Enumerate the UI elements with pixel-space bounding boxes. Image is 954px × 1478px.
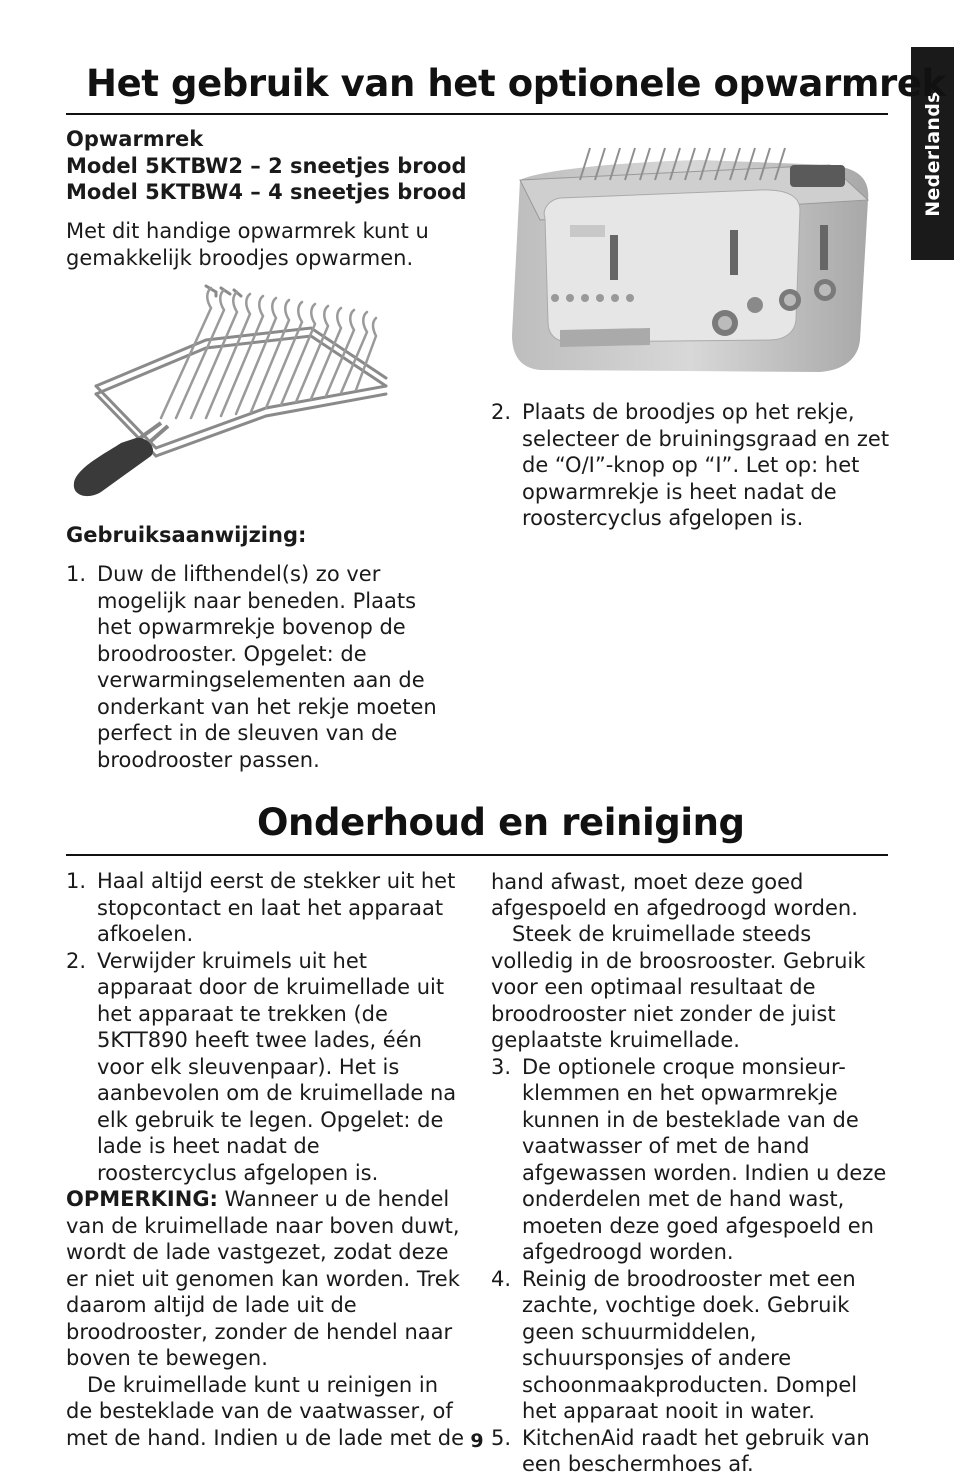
- toaster-illustration: [500, 140, 880, 385]
- instructions-heading: Gebruiksaanwijzing:: [66, 523, 307, 547]
- note-label: OPMERKING:: [66, 1187, 218, 1211]
- list-item-text: Reinig de broodrooster met een zachte, vochtige doek. Gebruik geen schuurmiddelen, schuursponsjes of andere schoonmaakproducten. Dompel het apparaat nooit in water.: [522, 1266, 858, 1423]
- dishwasher-paragraph-continued: [491, 868, 891, 921]
- dishwasher-text: De kruimellade kunt u reinigen in de besteklade van de vaatwasser, of met de hand. Indien u de lade met de: [66, 1372, 465, 1450]
- maintenance-right-column: [491, 868, 891, 1478]
- list-item: [491, 1266, 891, 1425]
- list-item-number: 5.: [491, 1425, 512, 1450]
- warming-steps-list-2: [491, 399, 891, 532]
- title-rule: [66, 854, 888, 856]
- list-item-text: KitchenAid raadt het gebruik van een beschermhoes af.: [522, 1425, 870, 1476]
- note-paragraph: [66, 1186, 466, 1372]
- list-item: [491, 399, 891, 532]
- note-text: Wanneer u de hendel van de kruimellade naar boven duwt, wordt de lade vastgezet, zodat deze er niet uit genomen kan worden. Trek daarom altijd de lade uit de broodrooster, zonder de hendel naar boven te bewegen.: [66, 1187, 460, 1370]
- list-item-number: 4.: [491, 1266, 512, 1291]
- dishwasher-text: hand afwast, moet deze goed afgespoeld en afgedroogd worden.: [491, 869, 858, 920]
- list-item-number: 2.: [491, 400, 512, 424]
- page-number: 9: [470, 1430, 484, 1452]
- title-rule: [66, 113, 888, 115]
- product-heading-line: Opwarmrek: [66, 127, 204, 151]
- product-heading: [66, 126, 486, 206]
- list-item-text: Plaats de broodjes op het rekje, selecteer de bruiningsgraad en zet de “O/I”-knop op “I”. Let op: het opwarmrekje is heet nadat de roostercyclus afgelopen is.: [522, 400, 890, 530]
- warming-steps-list-1: [66, 561, 451, 773]
- list-item-number: 3.: [491, 1054, 512, 1079]
- maintenance-steps-list-1: [66, 868, 466, 1186]
- list-item-number: 1.: [66, 562, 87, 586]
- list-item-text: Verwijder kruimels uit het apparaat door de kruimellade uit het apparaat te trekken (de 5KTT890 heeft twee lades, één voor elk sleuvenpaar). Het is aanbevolen om de kruimellade na elk gebruik te legen. Opgelet: de lade is heet nadat de roostercyclus afgelopen is.: [97, 948, 457, 1185]
- list-item: [66, 561, 451, 773]
- language-tab-label: Nederlands: [921, 90, 944, 217]
- maintenance-left-column: [66, 868, 466, 1451]
- warming-rack-illustration: [66, 278, 396, 503]
- crumb-tray-paragraph: Steek de kruimellade steeds volledig in de broosrooster. Gebruik voor een optimaal resultaat de broodrooster niet zonder de juist geplaatste kruimellade.: [491, 922, 866, 1052]
- list-item-number: 1.: [66, 869, 87, 893]
- list-item-number: 2.: [66, 948, 87, 973]
- maintenance-steps-list-2: [491, 1054, 891, 1478]
- list-item: [66, 948, 466, 1187]
- dishwasher-continuation: [491, 868, 891, 921]
- list-item: [66, 868, 466, 948]
- list-item-text: Duw de lifthendel(s) zo ver mogelijk naar beneden. Plaats het opwarmrekje bovenop de broodrooster. Opgelet: de verwarmingselementen aan de onderkant van het rekje moeten perfect in de sleuven van de broodrooster passen.: [97, 562, 437, 772]
- section-title-maintenance: Onderhoud en reiniging: [257, 801, 745, 844]
- product-heading-line: Model 5KTBW4 – 4 sneetjes brood: [66, 180, 467, 204]
- section-title-warming-rack: Het gebruik van het optionele opwarmrek: [86, 62, 946, 105]
- list-item-text: Haal altijd eerst de stekker uit het stopcontact en laat het apparaat afkoelen.: [97, 869, 456, 946]
- product-heading-line: Model 5KTBW2 – 2 sneetjes brood: [66, 153, 467, 178]
- list-item: [491, 1054, 891, 1266]
- list-item-text: De optionele croque monsieur-klemmen en het opwarmrekje kunnen in de besteklade van de vaatwasser of met de hand afgewassen worden. Indien u deze onderdelen met de hand wast, moeten deze goed afgespoeld en afgedroogd worden.: [522, 1054, 887, 1264]
- intro-text: Met dit handige opwarmrek kunt u gemakkelijk broodjes opwarmen.: [66, 219, 429, 270]
